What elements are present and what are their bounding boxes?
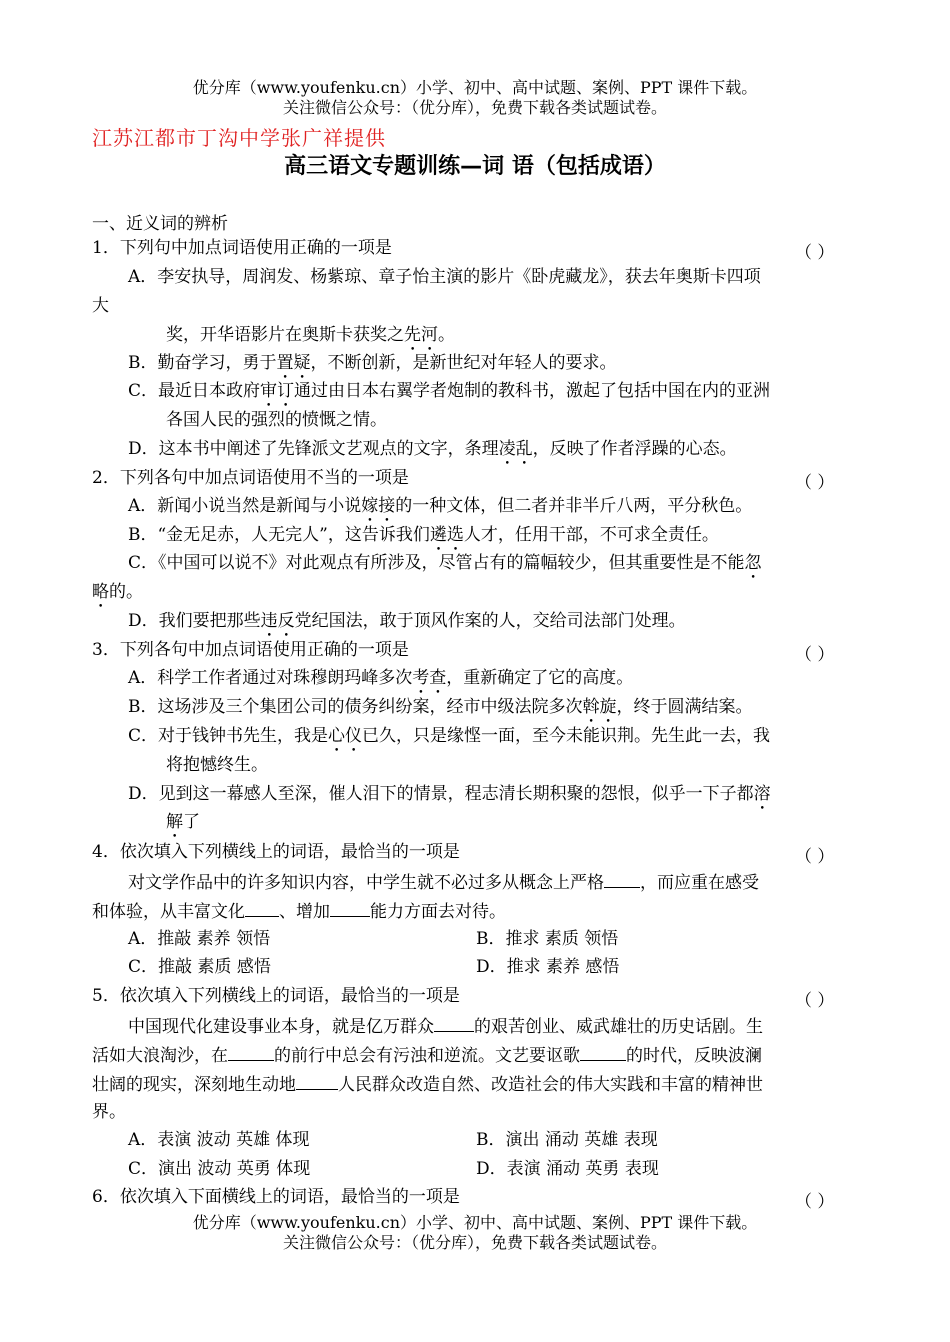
provider-text: 江苏江都市丁沟中学张广祥提供 <box>92 126 386 150</box>
q1-option-b: B．勤奋学习，勇于置疑，不断创新，是新世纪对年轻人的要求。 <box>128 353 617 373</box>
emphasis-dots: 违反 <box>260 611 295 631</box>
q3-option-d-cont: 解了 <box>166 812 200 832</box>
q3-stem: 3．下列各句中加点词语使用正确的一项是 <box>92 640 409 660</box>
q3-option-a: A．科学工作者通过对珠穆朗玛峰多次考查，重新确定了它的高度。 <box>128 668 634 688</box>
q3-option-c: C．对于钱钟书先生，我是心仪已久，只是缘悭一面，至今未能识荆。先生此一去，我 <box>128 726 771 746</box>
q5-passage-3: 壮阔的现实，深刻地生动地 人民群众改造自然、改造社会的伟大实践和丰富的精神世 <box>92 1075 763 1095</box>
q3-answer-paren: （ ） <box>795 645 835 665</box>
emphasis-dots: 审订 <box>260 381 295 401</box>
fill-blank[interactable] <box>580 1044 626 1061</box>
q3-option-b: B．这场涉及三个集团公司的债务纠纷案，经市中级法院多次斡旋，终于圆满结案。 <box>128 697 753 717</box>
q5-answer-paren: （ ） <box>795 991 835 1011</box>
q2-stem: 2．下列各句中加点词语使用不当的一项是 <box>92 468 409 488</box>
q1-stem: 1．下列句中加点词语使用正确的一项是 <box>92 238 392 258</box>
emphasis-dots: 置疑 <box>276 353 311 373</box>
q2-answer-paren: （ ） <box>795 473 835 493</box>
emphasis-dots: 凌乱 <box>498 439 533 459</box>
emphasis-dots: 斡旋 <box>582 697 617 717</box>
q4-passage-1: 对文学作品中的许多知识内容，中学生就不必过多从概念上严格 ，而应重在感受 <box>128 873 759 893</box>
emphasis-dots: 嫁接 <box>361 496 396 516</box>
header-line-2: 关注微信公众号：（优分库），免费下载各类试题试卷。 <box>282 98 667 117</box>
q2-option-d: D．我们要把那些违反党纪国法，敢于顶风作案的人，交给司法部门处理。 <box>128 611 686 631</box>
q4-option-c: C．推敲 素质 感悟 <box>128 957 271 977</box>
q2-option-c-wrap: 略的。 <box>92 582 143 602</box>
q1-option-d: D．这本书中阐述了先锋派文艺观点的文字，条理凌乱，反映了作者浮躁的心态。 <box>128 439 737 459</box>
emphasis-dots: 解 <box>166 812 183 832</box>
q1-option-a-wrap: 大 <box>92 296 109 316</box>
emphasis-dots: 遴选 <box>429 525 464 545</box>
q1-option-c: C．最近日本政府审订通过由日本右翼学者炮制的教科书，激起了包括中国在内的亚洲 <box>128 381 771 401</box>
fill-blank[interactable] <box>228 1044 274 1061</box>
q1-answer-paren: （ ） <box>795 243 835 263</box>
footer-line-1: 优分库（www.youfenku.cn）小学、初中、高中试题、案例、PPT 课件下载。 <box>192 1213 758 1232</box>
emphasis-dots: 先河 <box>404 325 438 345</box>
footer-line-2: 关注微信公众号：（优分库），免费下载各类试题试卷。 <box>282 1233 667 1252</box>
q5-option-d: D．表演 涌动 英勇 表现 <box>476 1159 659 1179</box>
q5-stem: 5．依次填入下列横线上的词语，最恰当的一项是 <box>92 986 460 1006</box>
fill-blank[interactable] <box>245 900 279 917</box>
q5-passage-1: 中国现代化建设事业本身，就是亿万群众 的艰苦创业、威武雄壮的历史话剧。生 <box>128 1017 763 1037</box>
q2-option-c: C．《中国可以说不》对此观点有所涉及，尽管占有的篇幅较少，但其重要性是不能忽 <box>128 553 762 573</box>
q4-stem: 4．依次填入下列横线上的词语，最恰当的一项是 <box>92 842 460 862</box>
q6-stem: 6．依次填入下面横线上的词语，最恰当的一项是 <box>92 1187 460 1207</box>
q5-passage-2: 活如大浪淘沙，在 的前行中总会有污浊和逆流。文艺要讴歌 的时代，反映波澜 <box>92 1046 762 1066</box>
fill-blank[interactable] <box>434 1015 474 1032</box>
q4-option-d: D．推求 素养 感悟 <box>476 957 620 977</box>
q2-option-b: B．“金无足赤，人无完人”，这告诉我们遴选人才，任用干部，不可求全责任。 <box>128 525 719 545</box>
emphasis-dots: 心仪 <box>328 726 363 746</box>
q3-option-c-cont: 将抱憾终生。 <box>166 755 268 775</box>
emphasis-dots: 略 <box>92 582 109 602</box>
q1-option-c-cont: 各国人民的强烈的愤慨之情。 <box>166 410 387 430</box>
q1-option-a: A．李安执导，周润发、杨紫琼、章子怡主演的影片《卧虎藏龙》，获去年奥斯卡四项 <box>128 267 761 287</box>
q5-passage-4: 界。 <box>92 1102 126 1122</box>
emphasis-dots: 忽 <box>744 553 762 573</box>
header-line-1: 优分库（www.youfenku.cn）小学、初中、高中试题、案例、PPT 课件下载。 <box>192 78 758 97</box>
q4-passage-2: 和体验，从丰富文化 、增加 能力方面去对待。 <box>92 902 506 922</box>
emphasis-dots: 溶 <box>753 784 771 804</box>
q6-answer-paren: （ ） <box>795 1192 835 1212</box>
fill-blank[interactable] <box>604 871 640 888</box>
page-title: 高三语文专题训练—词 语（包括成语） <box>284 154 666 179</box>
section-heading: 一、近义词的辨析 <box>92 214 228 234</box>
q4-answer-paren: （ ） <box>795 847 835 867</box>
fill-blank[interactable] <box>296 1073 338 1090</box>
q1-option-a-cont: 奖，开华语影片在奥斯卡获奖之先河。 <box>166 325 455 345</box>
q3-option-d: D．见到这一幕感人至深，催人泪下的情景，程志清长期积聚的怨恨，似乎一下子都溶 <box>128 784 771 804</box>
emphasis-dots: 考查 <box>412 668 447 688</box>
q2-option-a: A．新闻小说当然是新闻与小说嫁接的一种文体，但二者并非半斤八两，平分秋色。 <box>128 496 753 516</box>
q4-option-b: B．推求 素质 领悟 <box>476 929 619 949</box>
q5-option-b: B．演出 涌动 英雄 表现 <box>476 1130 658 1150</box>
q5-option-a: A．表演 波动 英雄 体现 <box>128 1130 310 1150</box>
q5-option-c: C．演出 波动 英勇 体现 <box>128 1159 311 1179</box>
fill-blank[interactable] <box>330 900 370 917</box>
q4-option-a: A．推敲 素养 领悟 <box>128 929 271 949</box>
